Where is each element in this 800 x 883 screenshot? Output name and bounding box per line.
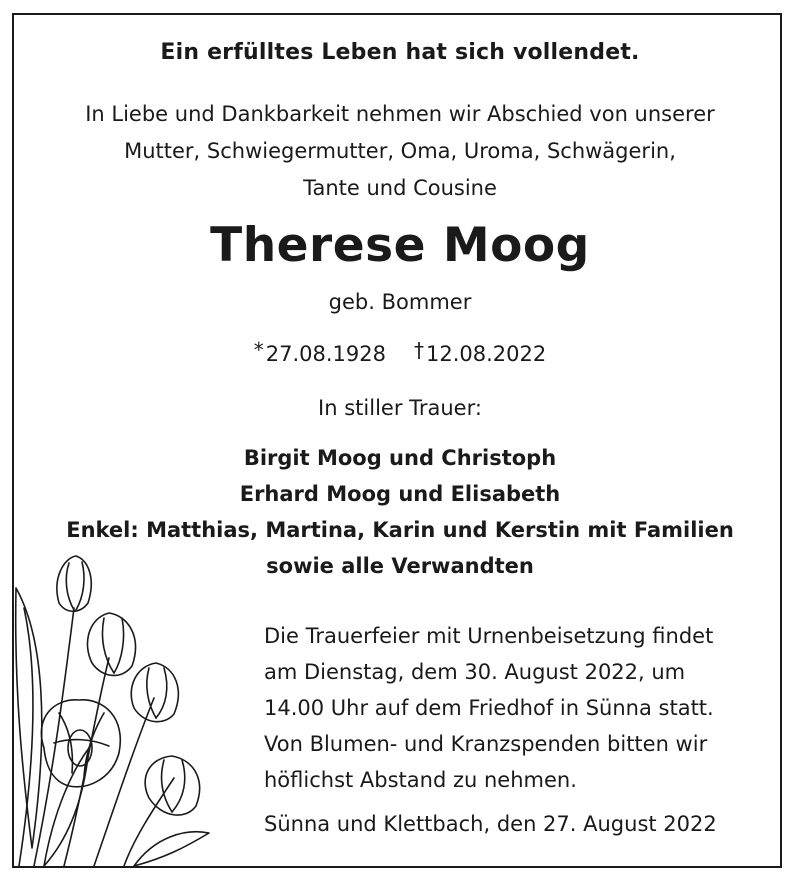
birth-date: 27.08.1928 (265, 342, 386, 366)
intro-line: In Liebe und Dankbarkeit nehmen wir Abschied von unserer (85, 102, 715, 126)
death-cross-icon: † (414, 338, 424, 362)
mourner-line: Erhard Moog und Elisabeth (239, 482, 561, 506)
maiden-name: geb. Bommer (328, 290, 472, 314)
service-line: Von Blumen- und Kranzspenden bitten wir (264, 732, 708, 756)
birth-star-icon: * (253, 338, 264, 362)
deceased-name: Therese Moog (210, 218, 590, 273)
mourner-line: sowie alle Verwandten (266, 554, 534, 578)
life-dates (12, 338, 788, 366)
service-info (264, 618, 714, 798)
service-line: höflichst Abstand zu nehmen. (264, 768, 577, 792)
place-and-date: Sünna und Klettbach, den 27. August 2022 (264, 812, 717, 836)
headline: Ein erfülltes Leben hat sich vollendet. (160, 40, 640, 65)
service-line: 14.00 Uhr auf dem Friedhof in Sünna statt. (264, 696, 714, 720)
mourner-line: Birgit Moog und Christoph (243, 446, 557, 470)
mourning-label: In stiller Trauer: (318, 396, 482, 420)
death-date: 12.08.2022 (426, 342, 547, 366)
service-line: am Dienstag, dem 30. August 2022, um (264, 660, 686, 684)
tulip-bouquet-icon (14, 548, 224, 866)
service-line: Die Trauerfeier mit Urnenbeisetzung findet (264, 624, 714, 648)
intro-text (12, 96, 788, 207)
intro-line: Mutter, Schwiegermutter, Oma, Uroma, Schwägerin, (124, 139, 676, 163)
mourner-line: Enkel: Matthias, Martina, Karin und Kerstin mit Familien (66, 518, 734, 542)
intro-line: Tante und Cousine (303, 176, 497, 200)
